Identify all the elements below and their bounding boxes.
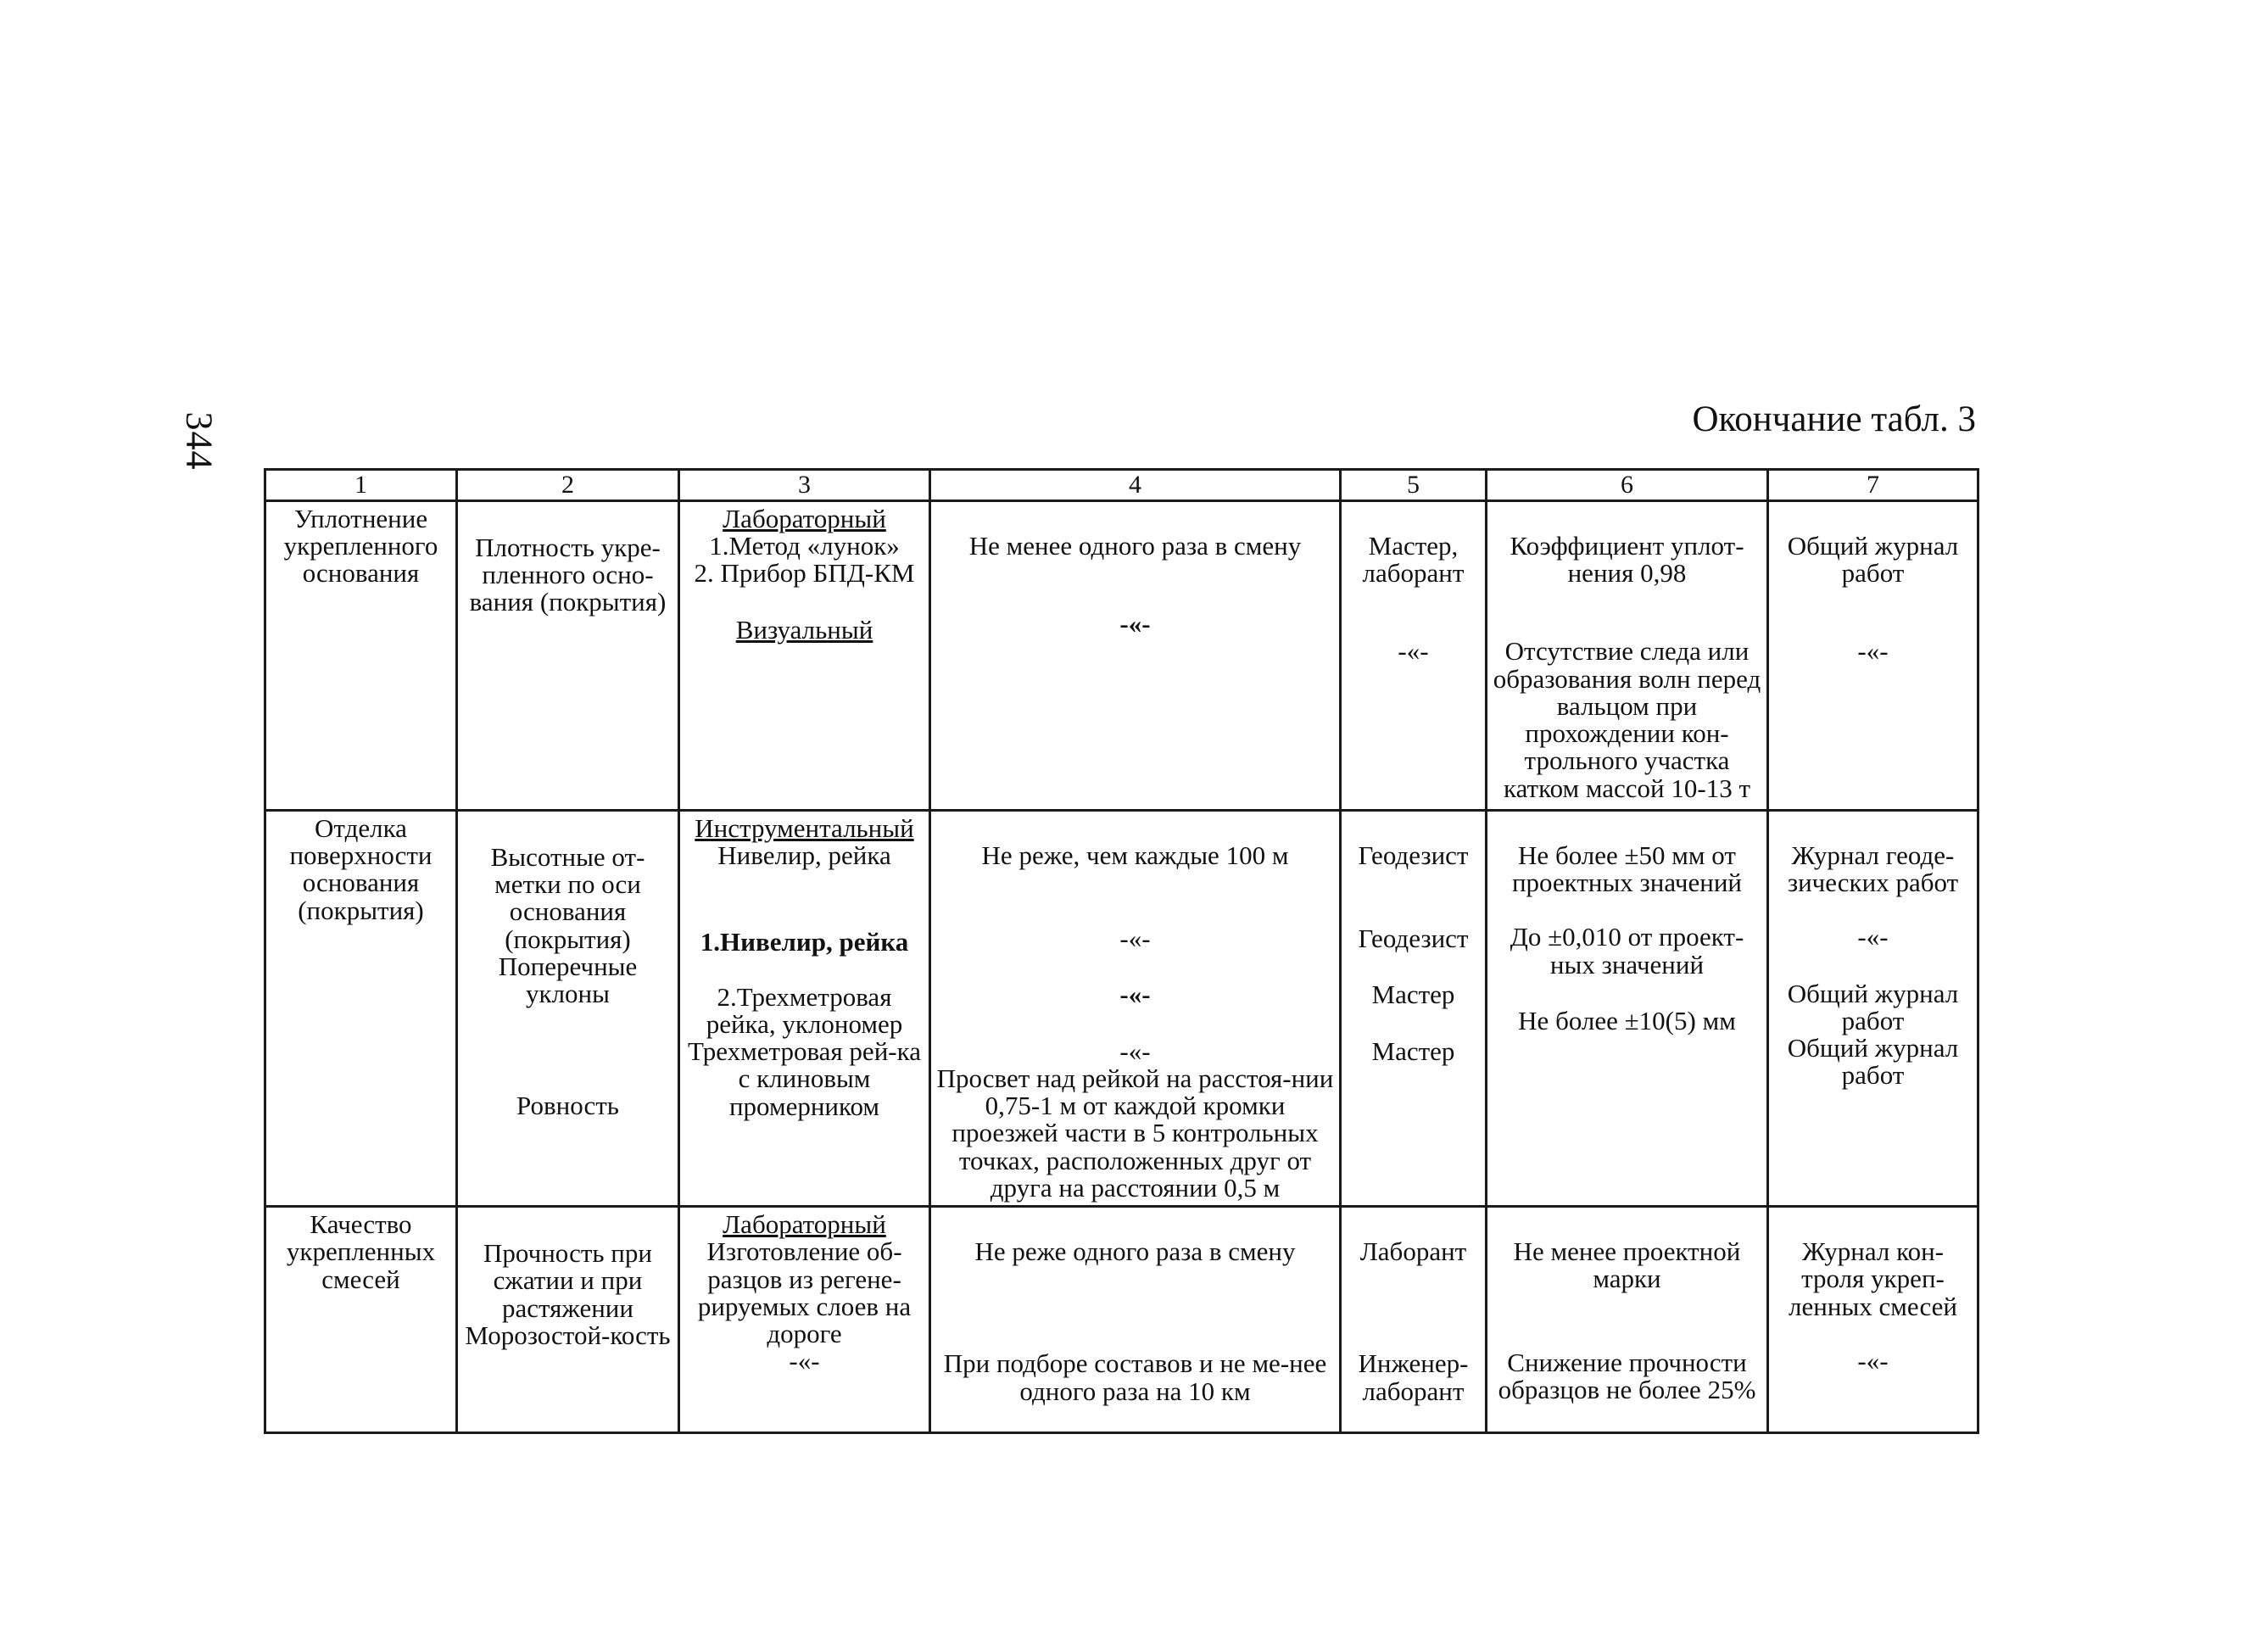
parameter-text: Поперечные уклоны <box>498 951 638 1009</box>
column-number: 6 <box>1487 470 1768 501</box>
column-number: 4 <box>930 470 1341 501</box>
criterion-text: Не более ±50 мм от проектных значений <box>1511 840 1743 898</box>
frequency-text: Не реже, чем каждые 100 м <box>981 840 1289 870</box>
parameter-cell <box>457 811 679 1207</box>
ditto-mark: -«- <box>1398 636 1429 667</box>
frequency-cell <box>930 501 1341 811</box>
operation-text: Качество укрепленных смесей <box>286 1209 436 1294</box>
method-title: Лабораторный <box>723 504 886 533</box>
operation-text: Уплотнение укрепленного основания <box>283 504 438 589</box>
page-number: 344 <box>178 411 220 471</box>
record-text: Общий журнал работ <box>1787 978 1959 1035</box>
method-item: 2.Трехметровая рейка, уклономер <box>706 981 903 1039</box>
responsible-text: Мастер <box>1371 1035 1455 1066</box>
column-number: 5 <box>1341 470 1487 501</box>
responsible-text: Лаборант <box>1359 1236 1467 1267</box>
ditto-mark: -«- <box>789 1346 820 1376</box>
ditto-mark: -«- <box>1119 1035 1151 1066</box>
frequency-text: Не менее одного раза в смену <box>968 531 1302 561</box>
operation-cell <box>265 811 457 1207</box>
responsible-text: Мастер, лаборант <box>1362 531 1465 589</box>
ditto-mark: -«- <box>1857 1345 1889 1376</box>
responsible-text: Геодезист <box>1358 840 1469 870</box>
method-item: Нивелир, рейка <box>717 840 891 871</box>
criterion-cell <box>1487 1207 1768 1433</box>
frequency-text: Не реже одного раза в смену <box>974 1236 1296 1267</box>
method-cell <box>679 501 930 811</box>
parameter-cell <box>457 501 679 811</box>
criterion-text: Не менее проектной марки <box>1513 1236 1741 1294</box>
responsible-text: Мастер <box>1371 979 1455 1010</box>
responsible-text: Инженер-лаборант <box>1358 1348 1469 1406</box>
criterion-text: Снижение прочности образцов не более 25% <box>1498 1347 1756 1404</box>
record-cell <box>1768 501 1978 811</box>
method-item: 1.Метод «лунок» <box>709 531 900 561</box>
ditto-mark: -«- <box>1119 924 1151 954</box>
record-text: Общий журнал работ <box>1787 531 1959 589</box>
operation-text: Отделка поверхности основания (покрытия) <box>289 813 432 925</box>
criterion-text: Не более ±10(5) мм <box>1518 1005 1736 1035</box>
method-item: 1.Нивелир, рейка <box>700 927 909 957</box>
responsible-cell <box>1341 501 1487 811</box>
column-number: 2 <box>457 470 679 501</box>
responsible-cell <box>1341 1207 1487 1433</box>
table-row <box>265 811 1978 1207</box>
column-number-row <box>265 470 1978 501</box>
record-text: Общий журнал работ <box>1787 1033 1959 1091</box>
operation-cell <box>265 501 457 811</box>
record-text: Журнал геоде-зических работ <box>1787 840 1959 898</box>
ditto-mark: -«- <box>1857 636 1889 667</box>
frequency-cell <box>930 1207 1341 1433</box>
criterion-cell <box>1487 501 1768 811</box>
control-table <box>264 468 1979 1434</box>
record-cell <box>1768 811 1978 1207</box>
method-title: Визуальный <box>735 614 873 645</box>
method-item: 2. Прибор БПД-КМ <box>694 558 915 589</box>
frequency-cell <box>930 811 1341 1207</box>
table-caption: Окончание табл. 3 <box>1692 399 1976 439</box>
method-item: Изготовление об-разцов из регене-рируемых слоев на дороге <box>697 1236 912 1349</box>
column-number: 3 <box>679 470 930 501</box>
ditto-mark: -«- <box>1857 922 1889 952</box>
method-title: Лабораторный <box>723 1209 886 1240</box>
ditto-mark: -«- <box>1119 609 1151 639</box>
parameter-text: Высотные от-метки по оси основания (покрытия) <box>490 842 645 954</box>
method-item: Трехметровая рей-ка с клиновым промерником <box>688 1036 921 1121</box>
table-row <box>265 1207 1978 1433</box>
criterion-text: До ±0,010 от проект-ных значений <box>1510 922 1744 979</box>
responsible-cell <box>1341 811 1487 1207</box>
method-title: Инструментальный <box>695 813 914 843</box>
parameter-text: Ровность <box>516 1091 619 1121</box>
table-row <box>265 501 1978 811</box>
operation-cell <box>265 1207 457 1433</box>
responsible-text: Геодезист <box>1358 924 1469 954</box>
column-number: 1 <box>265 470 457 501</box>
method-cell <box>679 1207 930 1433</box>
parameter-text: Морозостой-кость <box>465 1320 671 1350</box>
column-number: 7 <box>1768 470 1978 501</box>
criterion-text: Коэффициент уплот-нения 0,98 <box>1510 531 1744 589</box>
frequency-text: Просвет над рейкой на расстоя-нии 0,75-1 м от каждой кромки проезжей части в 5 контрольных точках, расположенных друг от друга на расстоянии 0,5 м <box>936 1063 1334 1203</box>
record-cell <box>1768 1207 1978 1433</box>
frequency-text: При подборе составов и не ме-нее одного раза на 10 км <box>943 1348 1327 1406</box>
ditto-mark: -«- <box>1119 979 1151 1010</box>
record-text: Журнал кон-троля укреп-ленных смесей <box>1789 1236 1957 1321</box>
parameter-text: Прочность при сжатии и при растяжении <box>483 1238 652 1323</box>
parameter-text: Плотность укре-пленного осно-вания (покрытия) <box>469 533 667 617</box>
method-cell <box>679 811 930 1207</box>
criterion-cell <box>1487 811 1768 1207</box>
criterion-text: Отсутствие следа или образования волн перед вальцом при прохождении кон-трольного участка катком массой 10-13 т <box>1493 636 1761 803</box>
parameter-cell <box>457 1207 679 1433</box>
